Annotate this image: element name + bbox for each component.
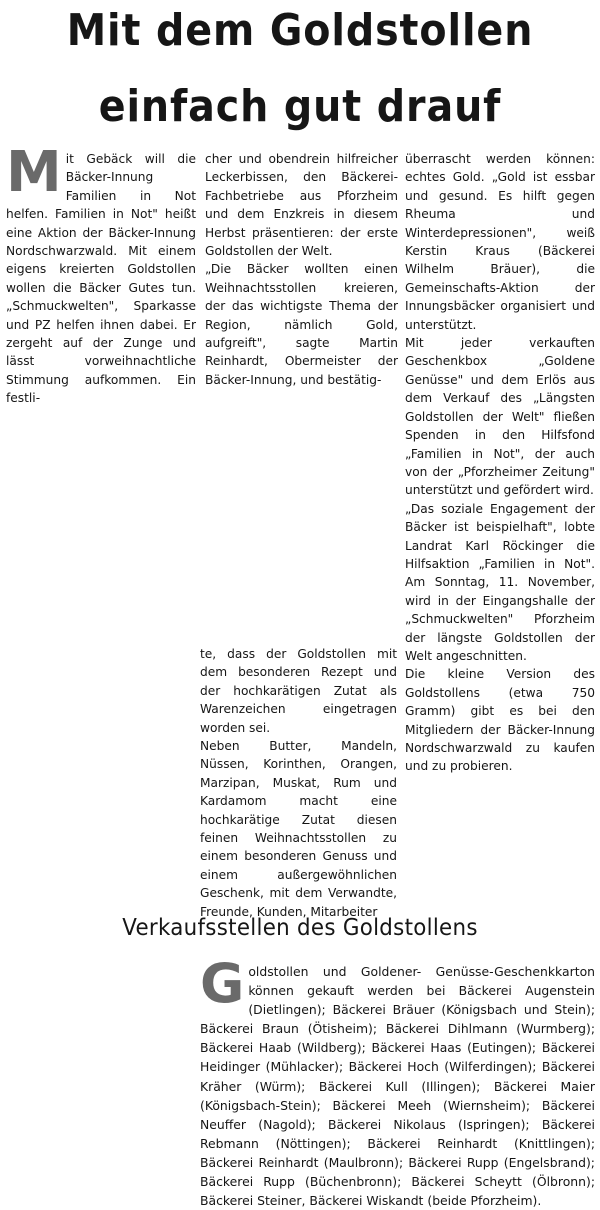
- article-column-3: [405, 150, 595, 776]
- dropcap: M: [6, 140, 62, 205]
- headline-line-2: einfach gut drauf: [98, 81, 502, 132]
- headline-line-1: Mit dem Goldstollen: [66, 5, 534, 56]
- article-column-2-continued: [200, 645, 397, 921]
- paragraph: Mit jeder verkauften Geschenkbox „Goldene Genüsse" und dem Erlös aus dem Verkauf des „Längsten Goldstollen der Welt" fließen Spenden in den Hilfsfond „Familien in Not", der auch von der „Pforzheimer Zeitung" unterstützt und gefördert wird.: [405, 336, 595, 498]
- sales-locations-text: oldstollen und Goldener- Genüsse-Geschenkkarton können gekauft werden bei Bäckerei Augenstein (Dietlingen); Bäckerei Bräuer (Königsbach und Stein); Bäckerei Braun (Ötisheim); Bäckerei Dihlmann (Wurmberg); Bäckerei Haab (Wildberg); Bäckerei Haas (Eutingen); Bäckerei Heidinger (Mühlacker); Bäckerei Hoch (Wilferdingen); Bäckerei Kräher (Würm); Bäckerei Kull (Illingen); Bäckerei Maier (Königsbach-Stein); Bäckerei Meeh (Wiernsheim); Bäckerei Neuffer (Nagold); Bäckerei Nikolaus (Ispringen); Bäckerei Rebmann (Nöttingen); Bäckerei Reinhardt (Knittlingen); Bäckerei Reinhardt (Maulbronn); Bäckerei Rupp (Engelsbrand); Bäckerei Rupp (Büchenbronn); Bäckerei Scheytt (Ölbronn); Bäckerei Steiner, Bäckerei Wiskandt (beide Pforzheim).: [200, 964, 595, 1209]
- paragraph: Neben Butter, Mandeln, Nüssen, Korinthen, Orangen, Marzipan, Muskat, Rum und Kardamom macht eine hochkarätige Zutat diesen feinen Weihnachtsstollen zu einem besonderen Genuss und einem außergewöhnlichen Geschenk, mit dem Verwandte, Freunde, Kunden, Mitarbeiter: [200, 739, 397, 919]
- article-column-2: [205, 150, 398, 389]
- paragraph: it Gebäck will die Bäcker-Innung Familien in Not helfen. Familien in Not" heißt eine Aktion der Bäcker-Innung Nordschwarzwald. Mit einem eigens kreierten Goldstollen wollen die Bäcker Gutes tun. „Schmuckwelten", Sparkasse und PZ helfen ihnen dabei. Er zergeht auf der Zunge und lässt vorweihnachtliche Stimmung aufkommen. Ein festli-: [6, 152, 196, 406]
- paragraph: Die kleine Version des Goldstollens (etwa 750 Gramm) gibt es bei den Mitgliedern der Bäcker-Innung Nordschwarzwald zu kaufen und zu probieren.: [405, 667, 595, 774]
- paragraph: überrascht werden können: echtes Gold. „Gold ist essbar und gesund. Es hilft gegen Rheuma und Winterdepressionen", weiß Kerstin Kraus (Bäckerei Wilhelm Bräuer), die Gemeinschafts-Aktion der Innungsbäcker organisiert und unterstützt.: [405, 152, 595, 332]
- paragraph: cher und obendrein hilfreicher Leckerbissen, den Bäckerei-Fachbetriebe aus Pforzheim und dem Enzkreis in diesem Herbst präsentieren: der erste Goldstollen der Welt.: [205, 152, 398, 259]
- box-heading: Verkaufsstellen des Goldstollens: [122, 915, 478, 941]
- paragraph: „Das soziale Engagement der Bäcker ist beispielhaft", lobte Landrat Karl Röckinger die Hilfsaktion „Familien in Not". Am Sonntag, 11. November, wird in der Eingangshalle der „Schmuckwelten" Pforzheim der längste Goldstollen der Welt angeschnitten.: [405, 501, 595, 663]
- sales-locations-box: [200, 952, 595, 1210]
- paragraph: te, dass der Goldstollen mit dem besonderen Rezept und der hochkarätigen Zutat als Warenzeichen eingetragen worden sei.: [200, 647, 397, 735]
- paragraph: „Die Bäcker wollten einen Weihnachtsstollen kreieren, der das wichtigste Thema der Region, nämlich Gold, aufgreift", sagte Martin Reinhardt, Obermeister der Bäcker-Innung, und bestätig-: [205, 262, 398, 387]
- article-column-1: [6, 140, 196, 408]
- dropcap: G: [200, 952, 245, 1015]
